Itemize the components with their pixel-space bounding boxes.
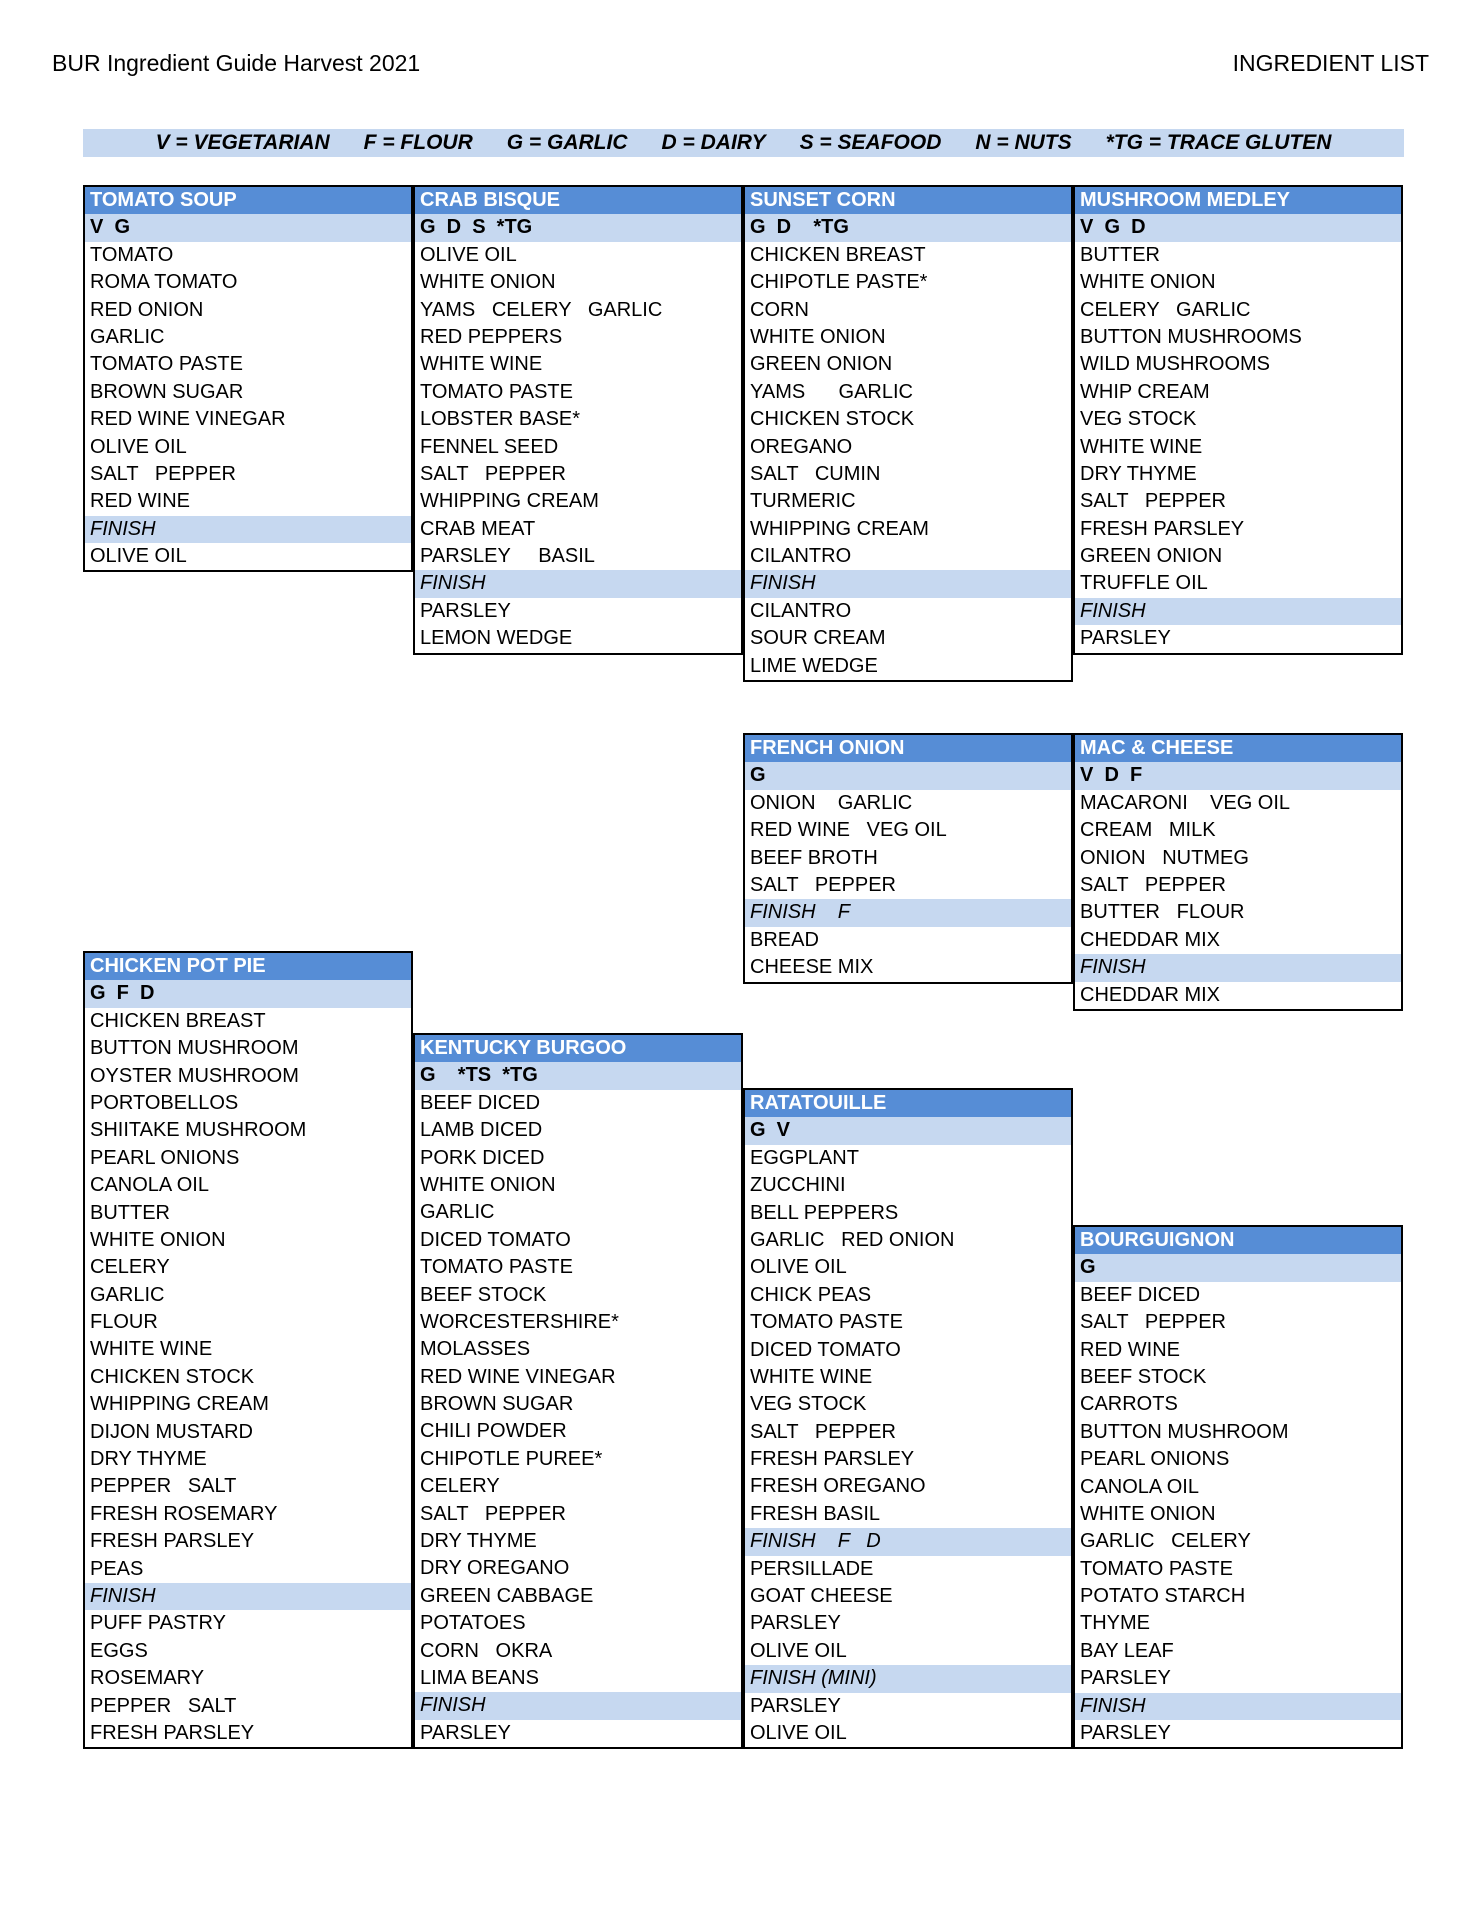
ingredient-row: TOMATO PASTE [420, 380, 573, 403]
ingredient-row: CREAM MILK [1080, 819, 1216, 842]
allergen-codes: V G [85, 214, 411, 241]
ingredient-row: OYSTER MUSHROOM [90, 1064, 299, 1087]
ingredient-row: WHITE WINE [90, 1338, 213, 1361]
ingredient-row: CELERY [420, 1475, 500, 1498]
allergen-codes: G [1075, 1254, 1401, 1281]
recipe-card-mushroom-medley [1073, 185, 1403, 655]
allergen-codes: G [745, 762, 1071, 789]
ingredient-row: GARLIC [420, 1201, 495, 1224]
legend-item: *TG = TRACE GLUTEN [1105, 131, 1332, 154]
ingredient-row: POTATO STARCH [1080, 1585, 1246, 1608]
ingredient-row: OLIVE OIL [750, 1256, 847, 1279]
ingredient-row: RED WINE VINEGAR [420, 1365, 616, 1388]
ingredient-row: BUTTER [90, 1201, 170, 1224]
ingredient-row: TRUFFLE OIL [1080, 572, 1208, 595]
legend-item: G = GARLIC [506, 131, 628, 154]
ingredient-row: CHEDDAR MIX [1080, 983, 1221, 1006]
ingredient-row: DRY OREGANO [420, 1557, 570, 1580]
recipe-card-crab-bisque [413, 185, 743, 655]
ingredient-row: CANOLA OIL [90, 1174, 209, 1197]
ingredient-row: ONION GARLIC [750, 791, 913, 814]
ingredient-row: OLIVE OIL [750, 1721, 847, 1744]
recipe-title: MUSHROOM MEDLEY [1075, 187, 1401, 214]
ingredient-row: CHICKEN BREAST [750, 243, 926, 266]
ingredient-row: FRESH PARSLEY [90, 1721, 255, 1744]
recipe-card-bourguignon [1073, 1225, 1403, 1749]
ingredient-row: GOAT CHEESE [750, 1585, 893, 1608]
ingredient-row: WHITE ONION [750, 325, 886, 348]
allergen-codes: G F D [85, 980, 411, 1007]
ingredient-row: ROSEMARY [90, 1667, 205, 1690]
ingredient-row: WHITE ONION [1080, 1502, 1216, 1525]
ingredient-row: CELERY GARLIC [1080, 298, 1251, 321]
recipe-title: FRENCH ONION [745, 735, 1071, 762]
ingredient-row: BEEF DICED [420, 1091, 541, 1114]
ingredient-row: FRESH OREGANO [750, 1475, 926, 1498]
recipe-card-french-onion [743, 733, 1073, 984]
ingredient-row: BEEF STOCK [420, 1283, 547, 1306]
ingredient-row: ZUCCHINI [750, 1174, 846, 1197]
recipe-card-mac-and-cheese [1073, 733, 1403, 1011]
ingredient-row: SHIITAKE MUSHROOM [90, 1119, 307, 1142]
ingredient-row: FENNEL SEED [420, 435, 559, 458]
ingredient-row: TOMATO PASTE [1080, 1557, 1233, 1580]
ingredient-row: RED PEPPERS [420, 325, 563, 348]
ingredient-row: GREEN ONION [750, 353, 893, 376]
ingredient-row: RED WINE VINEGAR [90, 408, 286, 431]
ingredient-row: ROMA TOMATO [90, 271, 238, 294]
ingredient-row: FRESH ROSEMARY [90, 1502, 278, 1525]
ingredient-row: CHIPOTLE PASTE* [750, 271, 928, 294]
recipe-title: BOURGUIGNON [1075, 1227, 1401, 1254]
recipe-card-kentucky-burgoo [413, 1033, 743, 1749]
finish-row: FINISH [1075, 1693, 1401, 1720]
ingredient-row: BUTTON MUSHROOMS [1080, 325, 1302, 348]
ingredient-row: DRY THYME [90, 1448, 207, 1471]
document-title: BUR Ingredient Guide Harvest 2021 [52, 50, 421, 76]
ingredient-row: RED WINE [1080, 1338, 1180, 1361]
ingredient-row: YAMS CELERY GARLIC [420, 298, 663, 321]
ingredient-row: LOBSTER BASE* [420, 408, 581, 431]
finish-row: FINISH [85, 516, 411, 543]
ingredient-row: DICED TOMATO [420, 1228, 571, 1251]
ingredient-row: CORN [750, 298, 809, 321]
ingredient-row: FRESH PARSLEY [90, 1530, 255, 1553]
ingredient-row: LEMON WEDGE [420, 627, 573, 650]
finish-row: FINISH [415, 1692, 741, 1719]
ingredient-row: SALT PEPPER [1080, 1311, 1226, 1334]
ingredient-row: RED WINE [90, 490, 190, 513]
ingredient-row: DRY THYME [420, 1530, 537, 1553]
ingredient-row: DICED TOMATO [750, 1338, 901, 1361]
legend-item: N = NUTS [975, 131, 1072, 154]
ingredient-row: WHITE ONION [90, 1228, 226, 1251]
ingredient-row: GARLIC [90, 1283, 165, 1306]
ingredient-row: SALT PEPPER [750, 1420, 896, 1443]
recipe-title: TOMATO SOUP [85, 187, 411, 214]
ingredient-row: WHITE ONION [420, 271, 556, 294]
ingredient-row: CHIPOTLE PUREE* [420, 1447, 603, 1470]
finish-row: FINISH F [745, 899, 1071, 926]
recipe-title: CRAB BISQUE [415, 187, 741, 214]
ingredient-row: CANOLA OIL [1080, 1475, 1199, 1498]
ingredient-row: BEEF DICED [1080, 1283, 1201, 1306]
recipe-card-chicken-pot-pie [83, 951, 413, 1749]
ingredient-row: CELERY [90, 1256, 170, 1279]
ingredient-row: CHICK PEAS [750, 1283, 872, 1306]
ingredient-row: WHITE WINE [420, 353, 543, 376]
ingredient-row: WHIPPING CREAM [420, 490, 599, 513]
finish-row: FINISH [415, 570, 741, 597]
ingredient-row: THYME [1080, 1612, 1150, 1635]
ingredient-row: SALT PEPPER [420, 1502, 566, 1525]
allergen-codes: V D F [1075, 762, 1401, 789]
ingredient-row: WHIPPING CREAM [90, 1393, 269, 1416]
ingredient-row: LIME WEDGE [750, 654, 878, 677]
ingredient-row: PORK DICED [420, 1146, 545, 1169]
ingredient-row: GARLIC [90, 325, 165, 348]
ingredient-row: PARSLEY [1080, 627, 1171, 650]
ingredient-row: WHITE WINE [750, 1365, 873, 1388]
ingredient-row: TURMERIC [750, 490, 856, 513]
ingredient-row: PEARL ONIONS [1080, 1448, 1230, 1471]
ingredient-row: CHEESE MIX [750, 956, 874, 979]
ingredient-row: DIJON MUSTARD [90, 1420, 253, 1443]
allergen-codes: G *TS *TG [415, 1062, 741, 1089]
ingredient-row: CHILI POWDER [420, 1420, 567, 1443]
ingredient-row: WORCESTERSHIRE* [420, 1310, 619, 1333]
ingredient-row: GARLIC CELERY [1080, 1530, 1251, 1553]
ingredient-row: GREEN CABBAGE [420, 1584, 594, 1607]
ingredient-row: CRAB MEAT [420, 517, 536, 540]
recipe-card-ratatouille [743, 1088, 1073, 1749]
recipe-card-sunset-corn [743, 185, 1073, 682]
ingredient-row: PARSLEY [420, 1721, 511, 1744]
ingredient-row: GREEN ONION [1080, 545, 1223, 568]
ingredient-row: YAMS GARLIC [750, 380, 913, 403]
ingredient-row: WHIPPING CREAM [750, 517, 929, 540]
ingredient-row: SALT PEPPER [1080, 490, 1226, 513]
ingredient-row: BREAD [750, 928, 819, 951]
ingredient-row: BEEF BROTH [750, 846, 878, 869]
ingredient-row: CHICKEN STOCK [90, 1365, 255, 1388]
ingredient-row: PARSLEY [750, 1694, 841, 1717]
legend-item: F = FLOUR [363, 131, 473, 154]
ingredient-row: WHIP CREAM [1080, 380, 1210, 403]
ingredient-row: SOUR CREAM [750, 627, 886, 650]
ingredient-row: RED ONION [90, 298, 204, 321]
legend-item: D = DAIRY [661, 131, 766, 154]
recipe-title: MAC & CHEESE [1075, 735, 1401, 762]
ingredient-row: GARLIC RED ONION [750, 1228, 955, 1251]
ingredient-row: BROWN SUGAR [90, 380, 244, 403]
ingredient-row: SALT CUMIN [750, 462, 881, 485]
ingredient-row: RED WINE VEG OIL [750, 819, 947, 842]
ingredient-row: WILD MUSHROOMS [1080, 353, 1270, 376]
ingredient-row: VEG STOCK [1080, 408, 1197, 431]
ingredient-row: CILANTRO [750, 599, 852, 622]
ingredient-row: PEPPER SALT [90, 1694, 237, 1717]
ingredient-row: TOMATO PASTE [420, 1256, 573, 1279]
allergen-codes: G D *TG [745, 214, 1071, 241]
finish-row: FINISH [85, 1583, 411, 1610]
allergen-codes: V G D [1075, 214, 1401, 241]
ingredient-row: OREGANO [750, 435, 853, 458]
finish-row: FINISH F D [745, 1528, 1071, 1555]
ingredient-row: VEG STOCK [750, 1393, 867, 1416]
ingredient-row: PEAS [90, 1557, 144, 1580]
ingredient-row: TOMATO PASTE [750, 1311, 903, 1334]
ingredient-row: BEEF STOCK [1080, 1365, 1207, 1388]
ingredient-row: SALT PEPPER [1080, 873, 1226, 896]
ingredient-row: SALT PEPPER [750, 873, 896, 896]
ingredient-row: PORTOBELLOS [90, 1091, 239, 1114]
finish-row: FINISH [1075, 598, 1401, 625]
ingredient-row: BUTTER FLOUR [1080, 901, 1245, 924]
ingredient-row: WHITE WINE [1080, 435, 1203, 458]
ingredient-row: EGGS [90, 1639, 148, 1662]
ingredient-row: FRESH BASIL [750, 1502, 881, 1525]
ingredient-row: FRESH PARSLEY [750, 1448, 915, 1471]
ingredient-row: PARSLEY [750, 1612, 841, 1635]
ingredient-row: PEARL ONIONS [90, 1146, 240, 1169]
ingredient-row: PARSLEY [420, 599, 511, 622]
ingredient-row: TOMATO PASTE [90, 353, 243, 376]
ingredient-row: OLIVE OIL [750, 1639, 847, 1662]
ingredient-row: CORN OKRA [420, 1639, 553, 1662]
ingredient-row: FLOUR [90, 1311, 158, 1334]
legend-item: V = VEGETARIAN [155, 131, 330, 154]
recipe-title: KENTUCKY BURGOO [415, 1035, 741, 1062]
ingredient-row: SALT PEPPER [90, 462, 236, 485]
ingredient-row: WHITE ONION [420, 1173, 556, 1196]
ingredient-row: BUTTON MUSHROOM [90, 1037, 299, 1060]
ingredient-row: PEPPER SALT [90, 1475, 237, 1498]
ingredient-row: SALT PEPPER [420, 462, 566, 485]
ingredient-row: EGGPLANT [750, 1146, 859, 1169]
finish-row: FINISH [745, 570, 1071, 597]
ingredient-row: PERSILLADE [750, 1557, 874, 1580]
ingredient-row: TOMATO [90, 243, 174, 266]
ingredient-row: OLIVE OIL [90, 435, 187, 458]
finish-row: FINISH [1075, 954, 1401, 981]
ingredient-row: DRY THYME [1080, 462, 1197, 485]
list-heading: INGREDIENT LIST [1232, 50, 1429, 76]
ingredient-row: CHEDDAR MIX [1080, 928, 1221, 951]
ingredient-row: MOLASSES [420, 1338, 531, 1361]
ingredient-row: CHICKEN STOCK [750, 408, 915, 431]
ingredient-row: BROWN SUGAR [420, 1393, 574, 1416]
ingredient-row: OLIVE OIL [420, 243, 517, 266]
ingredient-row: LIMA BEANS [420, 1666, 539, 1689]
ingredient-row: MACARONI VEG OIL [1080, 791, 1291, 814]
recipe-card-tomato-soup [83, 185, 413, 572]
ingredient-row: WHITE ONION [1080, 271, 1216, 294]
ingredient-row: PARSLEY [1080, 1667, 1171, 1690]
ingredient-row: LAMB DICED [420, 1119, 543, 1142]
legend-item: S = SEAFOOD [799, 131, 942, 154]
ingredient-row: PUFF PASTRY [90, 1612, 226, 1635]
ingredient-row: BUTTON MUSHROOM [1080, 1420, 1289, 1443]
ingredient-row: BELL PEPPERS [750, 1201, 899, 1224]
recipe-title: SUNSET CORN [745, 187, 1071, 214]
allergen-codes: G V [745, 1117, 1071, 1144]
allergen-codes: G D S *TG [415, 214, 741, 241]
ingredient-row: CILANTRO [750, 545, 852, 568]
ingredient-row: FRESH PARSLEY [1080, 517, 1245, 540]
ingredient-row: POTATOES [420, 1612, 526, 1635]
ingredient-row: CARROTS [1080, 1393, 1178, 1416]
ingredient-row: BUTTER [1080, 243, 1160, 266]
finish-row: FINISH (MINI) [745, 1665, 1071, 1692]
ingredient-row: CHICKEN BREAST [90, 1009, 266, 1032]
ingredient-row: PARSLEY [1080, 1722, 1171, 1745]
ingredient-row: BAY LEAF [1080, 1639, 1174, 1662]
ingredient-row: ONION NUTMEG [1080, 846, 1249, 869]
recipe-title: CHICKEN POT PIE [85, 953, 411, 980]
ingredient-row: OLIVE OIL [90, 545, 187, 568]
ingredient-row: PARSLEY BASIL [420, 545, 595, 568]
allergen-legend [83, 129, 1404, 157]
recipe-title: RATATOUILLE [745, 1090, 1071, 1117]
